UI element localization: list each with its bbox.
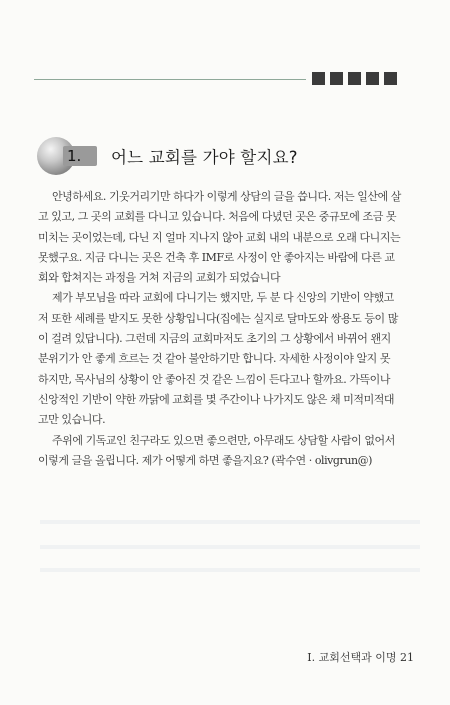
paragraph [38,187,422,288]
text-line: 이 걸려 있답니다). 그런데 지금의 교회마저도 초기의 그 상황에서 바뀌어 왠지 [38,332,391,346]
section-title: 어느 교회를 가야 할지요? [111,148,298,167]
text-line: 하지만, 목사님의 상황이 안 좋아진 것 같은 느낌이 든다고나 할까요. 가뜩이나 [38,372,391,386]
text-line: 고 있고, 그 곳의 교회를 다니고 있습니다. 처음에 다녔던 곳은 중규모에 조금 못 [38,210,397,224]
bleed-through [40,520,420,524]
text-line: 주위에 기독교인 친구라도 있으면 좋으련만, 아무래도 상담할 사람이 없어서 [52,433,395,447]
ornament-square [366,72,379,85]
text-line: 분위기가 안 좋게 흐르는 것 같아 불안하기만 합니다. 자세한 사정이야 알지 못 [38,352,391,366]
paragraph [38,431,422,472]
page-footer [307,649,414,665]
text-line: 미치는 곳이었는데, 다닌 지 얼마 지나지 않아 교회 내의 내분으로 오래 다니지는 [38,230,401,244]
ornament-square [384,72,397,85]
running-head: I. 교회선택과 이명 [307,651,397,664]
section-number-box [63,146,97,166]
letter-body [38,187,422,471]
text-line: 회와 합쳐지는 과정을 거쳐 지금의 교회가 되었습니다 [38,271,281,285]
text-line: 고만 있습니다. [38,413,106,427]
header-rule [34,79,306,80]
paragraph [38,288,422,430]
text-line: 제가 부모님을 따라 교회에 다니기는 했지만, 두 분 다 신앙의 기반이 약했고 [52,291,394,305]
bleed-through [40,545,420,549]
section-heading [37,137,417,177]
text-line: 이렇게 글을 올립니다. 제가 어떻게 하면 좋을지요? (곽수연 · olivgrun@) [38,453,372,467]
bleed-through [40,568,420,572]
ornament-square [348,72,361,85]
text-line: 저 또한 세례를 받지도 못한 상황입니다(집에는 실지로 달마도와 쌍용도 등이 많 [38,311,398,325]
text-line: 못했구요. 지금 다니는 곳은 건축 후 IMF로 사정이 안 좋아지는 바람에 다른 교 [38,250,395,264]
page-number: 21 [400,651,414,664]
header-ornament [312,72,402,86]
text-line: 신앙적인 기반이 약한 까닭에 교회를 몇 주간이나 나가지도 않은 채 미적미적대 [38,392,395,406]
ornament-square [312,72,325,85]
section-number: 1. [67,147,82,165]
ornament-square [330,72,343,85]
text-line: 안녕하세요. 기웃거리기만 하다가 이렇게 상담의 글을 씁니다. 저는 일산에 살 [52,190,401,203]
